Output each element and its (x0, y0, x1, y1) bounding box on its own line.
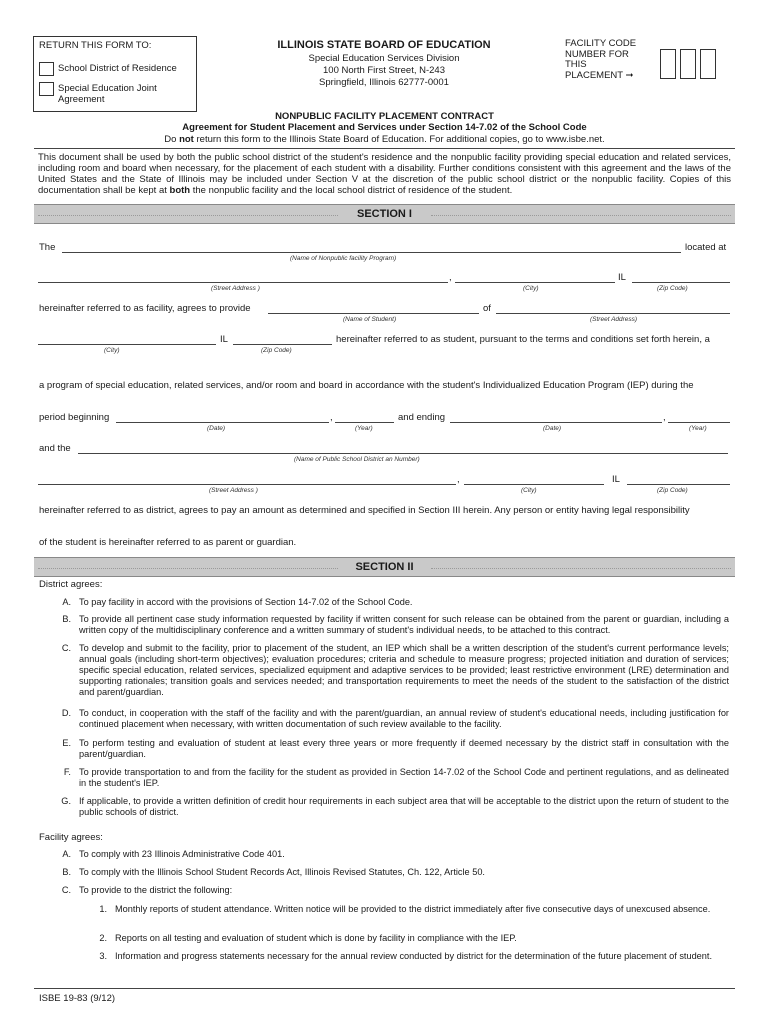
end-date-field[interactable] (450, 422, 662, 423)
parent-text: of the student is hereinafter referred to as parent or guardian. (39, 537, 297, 548)
date-caption-2: (Date) (543, 425, 562, 432)
intro-bold: both (169, 185, 191, 196)
il-label-1: IL (618, 272, 626, 283)
sub-item-text: Reports on all testing and evaluation of student which is done by facility in compliance with the IEP. (115, 933, 517, 943)
district-city-field[interactable] (464, 484, 604, 485)
facility-name-caption: (Name of Nonpublic facility Program) (290, 255, 397, 262)
facility-item (57, 885, 729, 897)
sub-item (93, 951, 729, 975)
return-note (34, 134, 735, 145)
form-title: NONPUBLIC FACILITY PLACEMENT CONTRACT (275, 111, 494, 122)
district-pay-text: hereinafter referred to as district, agrees to pay an amount as determined and specified in Section III herein. Any person or entity having legal responsibility (39, 505, 690, 516)
end-year-field[interactable] (668, 422, 730, 423)
item-text: To pay facility in accord with the provisions of Section 14-7.02 of the School Code. (79, 597, 413, 607)
form-number: ISBE 19-83 (9/12) (39, 993, 116, 1004)
item-text: To provide transportation to and from the facility for the student as provided in Section 14-7.02 of the School Code and pertinent regulations, and as delineated in the student's IEP. (79, 767, 729, 788)
district-item (57, 767, 729, 791)
sub-item-label: 1. (99, 904, 107, 914)
facility-code-digit-3[interactable] (700, 49, 716, 79)
item-label: B. (62, 614, 71, 624)
footer-rule (34, 988, 735, 989)
student-caption: (Name of Student) (343, 316, 397, 323)
district-item (57, 738, 729, 762)
program-text: a program of special education, related services, and/or room and board in accordance with the student's Individualized Education Program (IEP) during the (39, 380, 694, 391)
facility-code-l3: THIS (565, 59, 587, 70)
student-city-field[interactable] (38, 344, 216, 345)
intro-text: This document shall be used by both the public school district of the student's residence and the nonpublic facility providing special education and related services, including room and board when necessary, for the placement of each student with a disability. Further conditions consistent with this agreement and the laws of the United States and the State of Illinois may be included under Section V at the discretion of the public school district or the nonpublic facility. Copies of this documentation shall be kept at (38, 152, 731, 196)
the-label: The (39, 242, 56, 253)
comma-2: , (330, 412, 333, 423)
facility-item (57, 867, 729, 879)
division: Special Education Services Division (308, 53, 460, 64)
begin-year-field[interactable] (335, 422, 394, 423)
section-1-title: SECTION I (356, 208, 412, 220)
facility-item (57, 849, 729, 861)
city-caption-3: (City) (521, 487, 537, 494)
facility-street-field[interactable] (38, 282, 448, 283)
facility-agrees-heading: Facility agrees: (39, 832, 103, 843)
facility-code-l1: FACILITY CODE (565, 38, 637, 49)
and-ending-label: and ending (398, 412, 446, 423)
zip-caption-2: (Zip Code) (261, 347, 292, 354)
item-label: G. (61, 796, 71, 806)
facility-code-digit-1[interactable] (660, 49, 676, 79)
return-label: RETURN THIS FORM TO: (39, 40, 152, 51)
intro-rule-top (34, 148, 735, 149)
il-label-3: IL (612, 474, 620, 485)
comma-4: , (457, 474, 460, 485)
note-pre: Do (164, 134, 180, 145)
and-the-label: and the (39, 443, 71, 454)
item-label: F. (63, 767, 71, 777)
comma-3: , (663, 412, 666, 423)
item-text: To conduct, in cooperation with the staff of the facility and with the parent/guardian, an annual review of student's educational needs, including justification for continued placement when necessary, with written documentation of such review available to the facility. (79, 708, 729, 729)
note-post: return this form to the Illinois State Board of Education. For additional copies, go to www.isbe.net. (193, 134, 605, 145)
sub-item-text: Information and progress statements necessary for the annual review conducted by district for the determination of the future placement of student. (115, 951, 713, 961)
item-label: A. (62, 849, 71, 859)
joint-agreement-checkbox[interactable] (39, 82, 54, 96)
section-2-header (34, 557, 735, 577)
sub-item-label: 2. (99, 933, 107, 943)
facility-code-label (565, 39, 636, 81)
address-line-1: 100 North First Street, N-243 (323, 65, 445, 76)
item-label: D. (61, 708, 71, 718)
begin-date-field[interactable] (116, 422, 329, 423)
item-text: To comply with 23 Illinois Administrative Code 401. (79, 849, 285, 859)
of-label: of (483, 303, 491, 314)
facility-code-l4: PLACEMENT ➞ (565, 69, 634, 81)
student-name-field[interactable] (268, 313, 479, 314)
note-bold: not (179, 134, 194, 145)
section-2-title: SECTION II (355, 561, 414, 573)
date-caption-1: (Date) (207, 425, 226, 432)
district-checkbox[interactable] (39, 62, 54, 76)
item-text: To comply with the Illinois School Student Records Act, Illinois Revised Statutes, Ch. 122, Article 50. (79, 867, 485, 877)
facility-name-field[interactable] (62, 252, 681, 253)
facility-provides-label: hereinafter referred to as facility, agrees to provide (39, 303, 251, 314)
district-option-label: School District of Residence (58, 63, 177, 74)
district-name-field[interactable] (78, 453, 728, 454)
street-caption-1: (Street Address ) (211, 285, 260, 292)
facility-code-digit-2[interactable] (680, 49, 696, 79)
district-item (57, 708, 729, 732)
intro-paragraph (38, 152, 731, 196)
district-item (57, 643, 729, 703)
item-label: C. (61, 885, 71, 895)
district-zip-field[interactable] (627, 484, 730, 485)
form-subtitle: Agreement for Student Placement and Services under Section 14-7.02 of the School Code (182, 122, 587, 133)
street-caption-2: (Street Address) (590, 316, 638, 323)
year-caption-2: (Year) (689, 425, 707, 432)
item-label: B. (62, 867, 71, 877)
student-referred-label: hereinafter referred to as student, pursuant to the terms and conditions set forth herein, a (336, 334, 710, 345)
facility-code-l2: NUMBER FOR (565, 48, 629, 60)
address-line-2: Springfield, Illinois 62777-0001 (319, 77, 449, 88)
year-caption-1: (Year) (355, 425, 373, 432)
sub-item (93, 904, 729, 928)
item-label: A. (62, 597, 71, 607)
zip-caption-3: (Zip Code) (657, 487, 688, 494)
city-caption-1: (City) (523, 285, 539, 292)
student-street-field[interactable] (496, 313, 730, 314)
item-text: To develop and submit to the facility, prior to placement of the student, an IEP which shall be a written description of the student's current performance levels; annual goals (including short-term objectives); evaluation procedures; criteria and schedule to measure progress; projected initiation and duration of services; specific special education, related services, specialized equipment and adaptive services to be provided; least restrictive environment (LRE) determination and supporting rationales; transition goals and services needed; and transportation requirements to meet the needs of the student to the satisfaction of the district and parent/guardian. (79, 643, 729, 697)
facility-zip-field[interactable] (632, 282, 730, 283)
item-label: C. (61, 643, 71, 653)
board-title: ILLINOIS STATE BOARD OF EDUCATION (277, 39, 491, 51)
district-agrees-heading: District agrees: (39, 579, 103, 590)
sub-item (93, 933, 729, 945)
student-zip-field[interactable] (233, 344, 332, 345)
located-at-label: located at (685, 242, 727, 253)
item-text: To provide to the district the following: (79, 885, 233, 895)
district-caption: (Name of Public School District an Number) (294, 456, 420, 463)
street-caption-3: (Street Address ) (209, 487, 258, 494)
comma-1: , (449, 272, 452, 283)
section-1-header (34, 204, 735, 224)
item-text: To provide all pertinent case study information requested by facility if written consent for such release can be obtained from the parent or guardian, including a written copy of the multidisciplinary conference and a written summary of student's individual needs, to be attached to this contract. (79, 614, 729, 635)
zip-caption-1: (Zip Code) (657, 285, 688, 292)
item-label: E. (62, 738, 71, 748)
district-item (57, 614, 729, 638)
sub-item-text: Monthly reports of student attendance. Written notice will be provided to the district immediately after five consecutive days of unexcused absence. (115, 904, 711, 914)
district-street-field[interactable] (38, 484, 456, 485)
district-item (57, 796, 729, 820)
joint-option-label-2: Agreement (58, 94, 105, 105)
facility-city-field[interactable] (455, 282, 615, 283)
sub-item-label: 3. (99, 951, 107, 961)
district-item (57, 597, 729, 609)
joint-option-label: Special Education Joint (58, 83, 157, 94)
period-beginning-label: period beginning (39, 412, 110, 423)
item-text: If applicable, to provide a written definition of credit hour requirements in each subject area that will be acceptable to the district upon the return of student to the public schools of district. (79, 796, 729, 817)
item-text: To perform testing and evaluation of student at least every three years or more frequently if deemed necessary by the district staff in consultation with the parent/guardian. (79, 738, 729, 759)
il-label-2: IL (220, 334, 228, 345)
city-caption-2: (City) (104, 347, 120, 354)
intro-text-end: the nonpublic facility and the local school district of residence of the student. (190, 185, 513, 196)
